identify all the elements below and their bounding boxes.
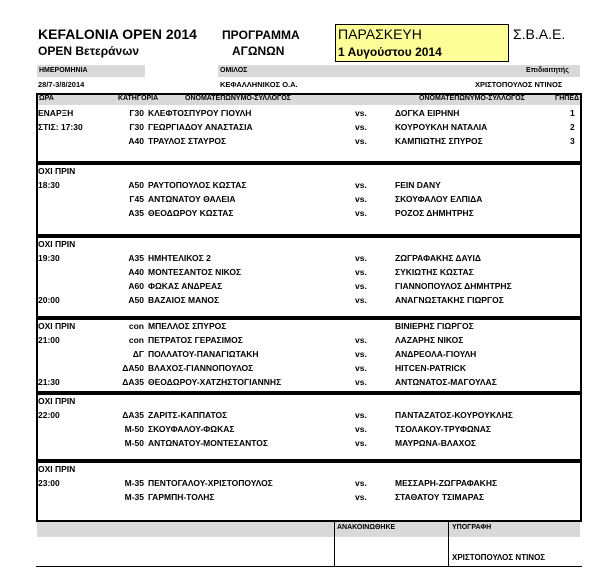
row-player1: ΘΕΟΔΩΡΟΥ ΚΩΣΤΑΣ bbox=[148, 208, 234, 218]
row-vs: vs. bbox=[355, 335, 367, 345]
row-player1: ΓΕΩΡΓΙΑΔΟΥ ΑΝΑΣΤΑΣΙΑ bbox=[148, 122, 253, 132]
row-vs: vs. bbox=[355, 208, 367, 218]
row-player2: ΑΝΤΩΝΑΤΟΣ-ΜΑΓΟΥΛΑΣ bbox=[395, 377, 497, 387]
row-category: Γ45 bbox=[129, 194, 144, 204]
row-vs: vs. bbox=[355, 136, 367, 146]
row-category: ΔΑ50 bbox=[122, 363, 144, 373]
row-category: Α40 bbox=[128, 136, 144, 146]
row-player1: ΦΩΚΑΣ ΑΝΔΡΕΑΣ bbox=[148, 281, 223, 291]
row-time: ΣΤΙΣ: 17:30 bbox=[38, 122, 83, 132]
row-player1: ΜΠΕΛΛΟΣ ΣΠΥΡΟΣ bbox=[148, 321, 227, 331]
row-court: 1 bbox=[570, 108, 575, 118]
row-player2: ΚΟΥΡΟΥΚΛΗ ΝΑΤΑΛΙΑ bbox=[395, 122, 488, 132]
col-player1: ΟΝΟΜΑΤΕΠΩΝΥΜΟ-ΣΥΛΛΟΓΟΣ bbox=[185, 95, 291, 102]
signature-value: ΧΡΙΣΤΟΠΟΥΛΟΣ ΝΤΙΝΟΣ bbox=[452, 553, 546, 562]
row-category: Γ30 bbox=[129, 122, 144, 132]
row-player1: ΣΚΟΥΦΑΛΟΥ-ΦΩΚΑΣ bbox=[148, 424, 235, 434]
row-vs: vs. bbox=[355, 377, 367, 387]
row-player2: ΜΑΥΡΩΝΑ-ΒΛΑΧΟΣ bbox=[395, 438, 477, 448]
col-player2: ΟΝΟΜΑΤΕΠΩΝΥΜΟ-ΣΥΛΛΟΓΟΣ bbox=[419, 95, 525, 102]
row-time: 19:30 bbox=[38, 253, 60, 263]
col-court: ΓΗΠΕΔ bbox=[555, 95, 580, 102]
day-highlight-box bbox=[335, 24, 509, 62]
row-player1: ΠΕΤΡΑΤΟΣ ΓΕΡΑΣΙΜΟΣ bbox=[148, 335, 243, 345]
row-time: 18:30 bbox=[38, 180, 60, 190]
row-category: Α35 bbox=[128, 208, 144, 218]
announced-label: ΑΝΑΚΟΙΝΩΘΗΚΕ bbox=[337, 524, 396, 531]
row-player2: FEIN DANY bbox=[395, 180, 441, 190]
row-category: Μ-50 bbox=[124, 424, 144, 434]
row-player2: ΣΚΟΥΦΑΛΟΥ ΕΛΠΙΔΑ bbox=[395, 194, 483, 204]
row-court: 2 bbox=[570, 122, 575, 132]
club-value: ΚΕΦΑΛΛΗΝΙΚΟΣ Ο.Α. bbox=[220, 80, 298, 89]
club-label-bar: ΟΜΙΛΟΣ Επιδιαιτητής bbox=[218, 65, 580, 77]
row-vs: vs. bbox=[355, 438, 367, 448]
row-player2: ΠΑΝΤΑΖΑΤΟΣ-ΚΟΥΡΟΥΚΛΗΣ bbox=[395, 410, 513, 420]
footer-divider-1 bbox=[334, 522, 335, 567]
row-time: ΟΧΙ ΠΡΙΝ bbox=[38, 239, 76, 249]
row-category: Μ-35 bbox=[124, 478, 144, 488]
row-time: ΟΧΙ ΠΡΙΝ bbox=[38, 464, 76, 474]
row-vs: vs. bbox=[355, 410, 367, 420]
row-player2: ΖΩΓΡΑΦΑΚΗΣ ΔΑΥΙΔ bbox=[395, 253, 481, 263]
row-player2: ΛΑΖΑΡΗΣ ΝΙΚΟΣ bbox=[395, 335, 464, 345]
row-time: 21:30 bbox=[38, 377, 60, 387]
row-player2: ΔΟΓΚΑ ΕΙΡΗΝΗ bbox=[395, 108, 460, 118]
row-player1: ΠΟΛΛΑΤΟΥ-ΠΑΝΑΓΙΩΤΑΚΗ bbox=[148, 349, 259, 359]
row-player1: ΡΑΥΤΟΠΟΥΛΟΣ ΚΩΣΤΑΣ bbox=[148, 180, 247, 190]
row-time: ΟΧΙ ΠΡΙΝ bbox=[38, 396, 76, 406]
row-player2: ΑΝΔΡΕΟΛΑ-ΓΙΟΥΛΗ bbox=[395, 349, 477, 359]
referee-value: ΧΡΙΣΤΟΠΟΥΛΟΣ ΝΤΙΝΟΣ bbox=[475, 80, 563, 89]
row-player2: ΒΙΝΙΕΡΗΣ ΓΙΩΡΓΟΣ bbox=[395, 321, 474, 331]
row-time: ΟΧΙ ΠΡΙΝ bbox=[38, 321, 76, 331]
row-player2: ΜΕΣΣΑΡΗ-ΖΩΓΡΑΦΑΚΗΣ bbox=[395, 478, 498, 488]
row-player1: ΜΟΝΤΕΣΑΝΤΟΣ ΝΙΚΟΣ bbox=[148, 267, 242, 277]
row-player1: ΚΛΕΦΤΟΣΠΥΡΟΥ ΓΙΟΥΛΗ bbox=[148, 108, 252, 118]
row-time: ΕΝΑΡΞΗ bbox=[38, 108, 74, 118]
row-player1: ΖΑΡΙΤΣ-ΚΑΠΠΑΤΟΣ bbox=[148, 410, 228, 420]
row-vs: vs. bbox=[355, 478, 367, 488]
row-court: 3 bbox=[570, 136, 575, 146]
row-player2: HITCEN-PATRICK bbox=[395, 363, 466, 373]
row-player1: ΠΕΝΤΟΓΑΛΟΥ-ΧΡΙΣΤΟΠΟΥΛΟΣ bbox=[148, 478, 273, 488]
row-vs: vs. bbox=[355, 253, 367, 263]
col-category: ΚΑΤΗΓΟΡΙΑ bbox=[118, 95, 159, 102]
event-title: KEFALONIA OPEN 2014 bbox=[38, 26, 197, 42]
row-vs: vs. bbox=[355, 267, 367, 277]
row-category: Α40 bbox=[128, 267, 144, 277]
program-title-1: ΠΡΟΓΡΑΜΜΑ bbox=[222, 28, 300, 42]
row-category: Μ-50 bbox=[124, 438, 144, 448]
row-player2: ΣΤΑΘΑΤΟΥ ΤΣΙΜΑΡΑΣ bbox=[395, 492, 484, 502]
day-label: ΠΑΡΑΣΚΕΥΗ bbox=[338, 26, 422, 42]
row-player2: ΤΣΟΛΑΚΟΥ-ΤΡΥΦΩΝΑΣ bbox=[395, 424, 492, 434]
row-player2: ΡΟΖΟΣ ΔΗΜΗΤΡΗΣ bbox=[395, 208, 474, 218]
org-label: Σ.Β.Α.Ε. bbox=[513, 26, 566, 42]
row-category: Α50 bbox=[128, 180, 144, 190]
program-title-2: ΑΓΩΝΩΝ bbox=[232, 44, 285, 58]
row-category: con bbox=[128, 335, 144, 345]
row-time: 21:00 bbox=[38, 335, 60, 345]
footer-bar bbox=[37, 522, 580, 537]
row-player1: ΗΜΗΤΕΛΙΚΟΣ 2 bbox=[148, 253, 211, 263]
row-time: 22:00 bbox=[38, 410, 60, 420]
row-player1: ΒΛΑΧΟΣ-ΓΙΑΝΝΟΠΟΥΛΟΣ bbox=[148, 363, 254, 373]
row-time: ΟΧΙ ΠΡΙΝ bbox=[38, 166, 76, 176]
row-player1: ΑΝΤΩΝΑΤΟΥ ΘΑΛΕΙΑ bbox=[148, 194, 236, 204]
row-player1: ΑΝΤΩΝΑΤΟΥ-ΜΟΝΤΕΣΑΝΤΟΣ bbox=[148, 438, 268, 448]
row-category: ΔΓ bbox=[132, 349, 144, 359]
row-vs: vs. bbox=[355, 349, 367, 359]
row-category: con bbox=[128, 321, 144, 331]
row-vs: vs. bbox=[355, 194, 367, 204]
row-player1: ΤΡΑΥΛΟΣ ΣΤΑΥΡΟΣ bbox=[148, 136, 227, 146]
row-category: Α50 bbox=[128, 295, 144, 305]
row-player1: ΘΕΟΔΩΡΟΥ-ΧΑΤΖΗΣΤΟΓΙΑΝΝΗΣ bbox=[148, 377, 282, 387]
row-vs: vs. bbox=[355, 281, 367, 291]
row-player2: ΚΑΜΠΙΩΤΗΣ ΣΠΥΡΟΣ bbox=[395, 136, 483, 146]
group-box-3 bbox=[36, 236, 582, 318]
row-time: 20:00 bbox=[38, 295, 60, 305]
col-time: ΩΡΑ bbox=[39, 95, 54, 102]
date-value: 28/7-3/8/2014 bbox=[38, 80, 85, 89]
row-category: Γ30 bbox=[129, 108, 144, 118]
event-subtitle: OPEN Βετεράνων bbox=[38, 44, 140, 58]
row-category: ΔΑ35 bbox=[122, 377, 144, 387]
row-category: Α60 bbox=[128, 281, 144, 291]
footer-bottom-line bbox=[36, 566, 582, 567]
row-category: Α35 bbox=[128, 253, 144, 263]
row-player2: ΑΝΑΓΝΩΣΤΑΚΗΣ ΓΙΩΡΓΟΣ bbox=[395, 295, 504, 305]
signature-label: ΥΠΟΓΡΑΦΗ bbox=[452, 524, 492, 531]
date-label-bar: ΗΜΕΡΟΜΗΝΙΑ bbox=[37, 65, 145, 77]
row-vs: vs. bbox=[355, 122, 367, 132]
row-category: ΔΑ35 bbox=[122, 410, 144, 420]
row-player2: ΣΥΚΙΩΤΗΣ ΚΩΣΤΑΣ bbox=[395, 267, 474, 277]
row-vs: vs. bbox=[355, 492, 367, 502]
row-player2: ΓΙΑΝΝΟΠΟΥΛΟΣ ΔΗΜΗΤΡΗΣ bbox=[395, 281, 512, 291]
footer-divider-2 bbox=[448, 522, 449, 567]
row-vs: vs. bbox=[355, 363, 367, 373]
row-vs: vs. bbox=[355, 295, 367, 305]
row-vs: vs. bbox=[355, 108, 367, 118]
row-time: 23:00 bbox=[38, 478, 60, 488]
date-label: 1 Αυγούστου 2014 bbox=[338, 45, 442, 59]
row-player1: ΓΑΡΜΠΗ-ΤΟΛΗΣ bbox=[148, 492, 215, 502]
row-category: Μ-35 bbox=[124, 492, 144, 502]
row-vs: vs. bbox=[355, 180, 367, 190]
row-player1: ΒΑΖΑΙΟΣ ΜΑΝΟΣ bbox=[148, 295, 220, 305]
row-vs: vs. bbox=[355, 424, 367, 434]
